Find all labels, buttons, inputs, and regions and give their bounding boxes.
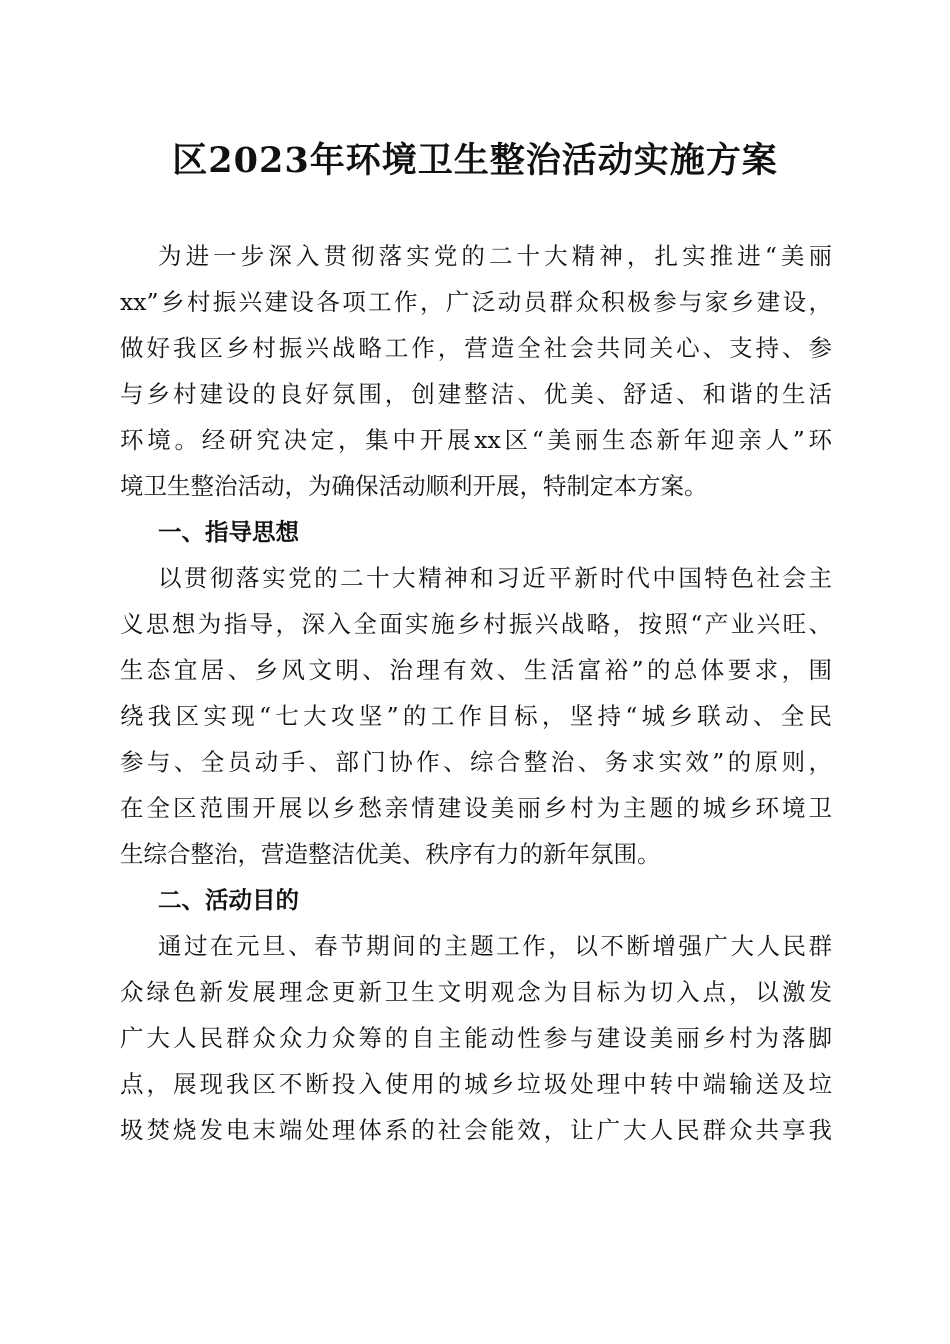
guiding-ideology-paragraph [120,555,832,877]
paragraph-line: 生态宜居、乡风文明、治理有效、生活富裕”的总体要求，围 [120,656,832,684]
paragraph-line: 与乡村建设的良好氛围，创建整洁、优美、舒适、和谐的生活 [120,380,832,408]
paragraph-line: 绕我区实现“七大攻坚”的工作目标，坚持“城乡联动、全民 [120,702,832,730]
document-title: 区2023年环境卫生整治活动实施方案 [172,140,778,181]
paragraph-line: 在全区范围开展以乡愁亲情建设美丽乡村为主题的城乡环境卫 [120,794,832,822]
paragraph-line: 生综合整治，营造整洁优美、秩序有力的新年氛围。 [120,840,661,868]
paragraph-line: 圾焚烧发电末端处理体系的社会能效，让广大人民群众共享我 [120,1116,832,1144]
paragraph-line: xx”乡村振兴建设各项工作，广泛动员群众积极参与家乡建设， [120,288,832,316]
paragraph-line: 以贯彻落实党的二十大精神和习近平新时代中国特色社会主 [158,564,832,592]
paragraph-line: 广大人民群众众力众筹的自主能动性参与建设美丽乡村为落脚 [120,1024,832,1052]
document-body [120,233,832,1153]
paragraph-line: 境卫生整治活动，为确保活动顺利开展，特制定本方案。 [120,472,708,500]
intro-paragraph [120,233,832,509]
section-heading-guiding-ideology: 一、指导思想 [158,518,299,546]
paragraph-line: 参与、全员动手、部门协作、综合整治、务求实效”的原则， [120,748,832,776]
paragraph-line: 为进一步深入贯彻落实党的二十大精神，扎实推进“美丽 [158,242,832,270]
paragraph-line: 点，展现我区不断投入使用的城乡垃圾处理中转中端输送及垃 [120,1070,832,1098]
paragraph-line: 义思想为指导，深入全面实施乡村振兴战略，按照“产业兴旺、 [120,610,832,638]
paragraph-line: 众绿色新发展理念更新卫生文明观念为目标为切入点，以激发 [120,978,832,1006]
paragraph-line: 环境。经研究决定，集中开展xx区“美丽生态新年迎亲人”环 [120,426,832,454]
activity-purpose-paragraph [120,923,832,1153]
section-heading-activity-purpose: 二、活动目的 [158,886,299,914]
paragraph-line: 做好我区乡村振兴战略工作，营造全社会共同关心、支持、参 [120,334,832,362]
paragraph-line: 通过在元旦、春节期间的主题工作，以不断增强广大人民群 [158,932,832,960]
